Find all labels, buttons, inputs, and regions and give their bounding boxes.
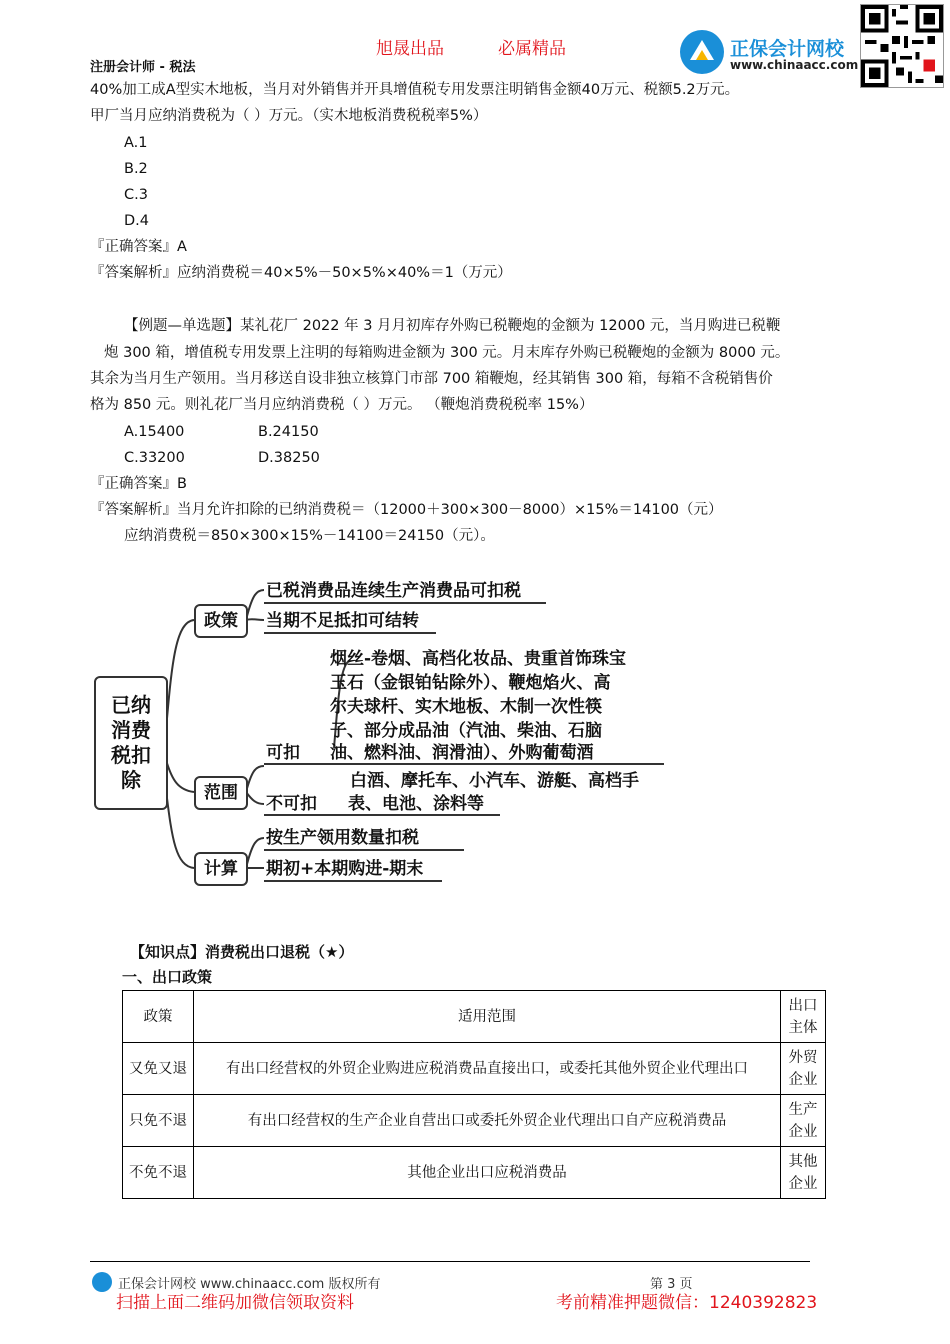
table-cell: 生产企业 [781,1095,826,1147]
table-cell: 有出口经营权的外贸企业购进应税消费品直接出口，或委托其他外贸企业代理出口 [194,1043,781,1095]
header-tag-right: 必属精品 [498,39,566,59]
table-header-row [123,991,826,1043]
q2-answer: 『正确答案』B [90,476,187,492]
brand-name: 正保会计网校 [730,38,845,60]
export-policy-table [122,990,826,1199]
q1-line1: 40%加工成A型实木地板，当月对外销售并开具增值税专用发票注明销售金额40万元、税额5.2万元。 [90,82,740,98]
deductible-line: 玉石（金银铂钻除外）、鞭炮焰火、高 [330,673,611,693]
root-line: 已纳 [111,693,151,717]
q1-line2: 甲厂当月应纳消费税为（ ）万元。（实木地板消费税税率5%） [90,108,488,124]
table-row [123,1043,826,1095]
table-cell: 不免不退 [123,1147,194,1199]
footer-logo-icon [92,1272,112,1292]
q2-option: D.38250 [258,450,320,466]
q1-analysis: 『答案解析』应纳消费税＝40×5%－50×5%×40%＝1（万元） [90,265,512,281]
q2-option: A.15400 [124,424,185,440]
q2-option: C.33200 [124,450,185,466]
nondeductible-line: 白酒、摩托车、小汽车、游艇、高档手 [350,771,639,791]
q1-answer: 『正确答案』A [90,239,187,255]
q2-line3: 其余为当月生产领用。当月移送自设非独立核算门市部 700 箱鞭炮，经其销售 300 箱，每箱不含税销售价 [90,371,773,387]
deductible-line: 尔夫球杆、实木地板、木制一次性筷 [330,697,602,717]
root-line: 税扣 [111,743,151,767]
q1-option: A.1 [124,135,148,151]
q2-analysis-1: 『答案解析』当月允许扣除的已纳消费税＝（12000＋300×300－8000）×15%＝14100（元） [90,502,723,518]
q1-option: B.2 [124,161,148,177]
q2-analysis-2: 应纳消费税＝850×300×15%－14100＝24150（元）。 [124,528,495,544]
q2-line2: 炮 300 箱，增值税专用发票上注明的每箱购进金额为 300 元。月末库存外购已税鞭炮的金额为 8000 元。 [104,345,790,361]
subject-title: 注册会计师 - 税法 [90,60,196,75]
table-cell: 外贸企业 [781,1043,826,1095]
knowledge-title: 【知识点】消费税出口退税（★） [130,943,354,961]
table-row [123,1147,826,1199]
q2-line4: 格为 850 元。则礼花厂当月应纳消费税（ ）万元。 （鞭炮消费税税率 15%） [90,397,594,413]
q2-option: B.24150 [258,424,319,440]
policy-item: 已税消费品连续生产消费品可扣税 [266,581,521,601]
table-header-cell: 出口主体 [781,991,826,1043]
brand-url: www.chinaacc.com [730,58,859,72]
deductible-line: 油、燃料油、润滑油）、外购葡萄酒 [330,743,594,763]
root-line: 消费 [111,718,151,742]
q1-option: D.4 [124,213,149,229]
deductible-line: 子、部分成品油（汽油、柴油、石脑 [330,721,602,741]
calc-item: 期初+本期购进-期末 [266,859,424,879]
calc-item: 按生产领用数量扣税 [266,828,419,848]
footer-divider [90,1261,810,1262]
table-header-cell: 适用范围 [194,991,781,1043]
table-cell: 只免不退 [123,1095,194,1147]
promo-left: 扫描上面二维码加微信领取资料 [116,1293,354,1313]
page-number: 第 3 页 [650,1277,693,1292]
footer-copyright: 正保会计网校 www.chinaacc.com 版权所有 [118,1277,381,1292]
mind-map-root [94,676,168,810]
header-tag-left: 旭晟出品 [376,39,444,59]
section-heading: 一、出口政策 [122,968,213,986]
nondeductible-line: 表、电池、涂料等 [348,794,484,814]
q2-line1: 【例题—单选题】某礼花厂 2022 年 3 月月初库存外购已税鞭炮的金额为 12000 元，当月购进已税鞭 [124,318,781,334]
mind-map-node-scope: 范围 [194,776,248,810]
mind-map-node-calc: 计算 [194,852,248,886]
deductible-label: 可扣 [266,743,300,763]
table-cell: 其他企业出口应税消费品 [194,1147,781,1199]
root-line: 除 [121,768,141,792]
q1-option: C.3 [124,187,148,203]
table-header-cell: 政策 [123,991,194,1043]
policy-item: 当期不足抵扣可结转 [266,611,419,631]
table-cell: 其他企业 [781,1147,826,1199]
table-cell: 有出口经营权的生产企业自营出口或委托外贸企业代理出口自产应税消费品 [194,1095,781,1147]
mind-map-node-policy: 政策 [194,604,248,638]
promo-right: 考前精准押题微信：1240392823 [556,1293,818,1313]
deductible-line: 烟丝-卷烟、高档化妆品、贵重首饰珠宝 [330,649,627,669]
table-cell: 又免又退 [123,1043,194,1095]
table-row [123,1095,826,1147]
nondeductible-label: 不可扣 [266,794,317,814]
